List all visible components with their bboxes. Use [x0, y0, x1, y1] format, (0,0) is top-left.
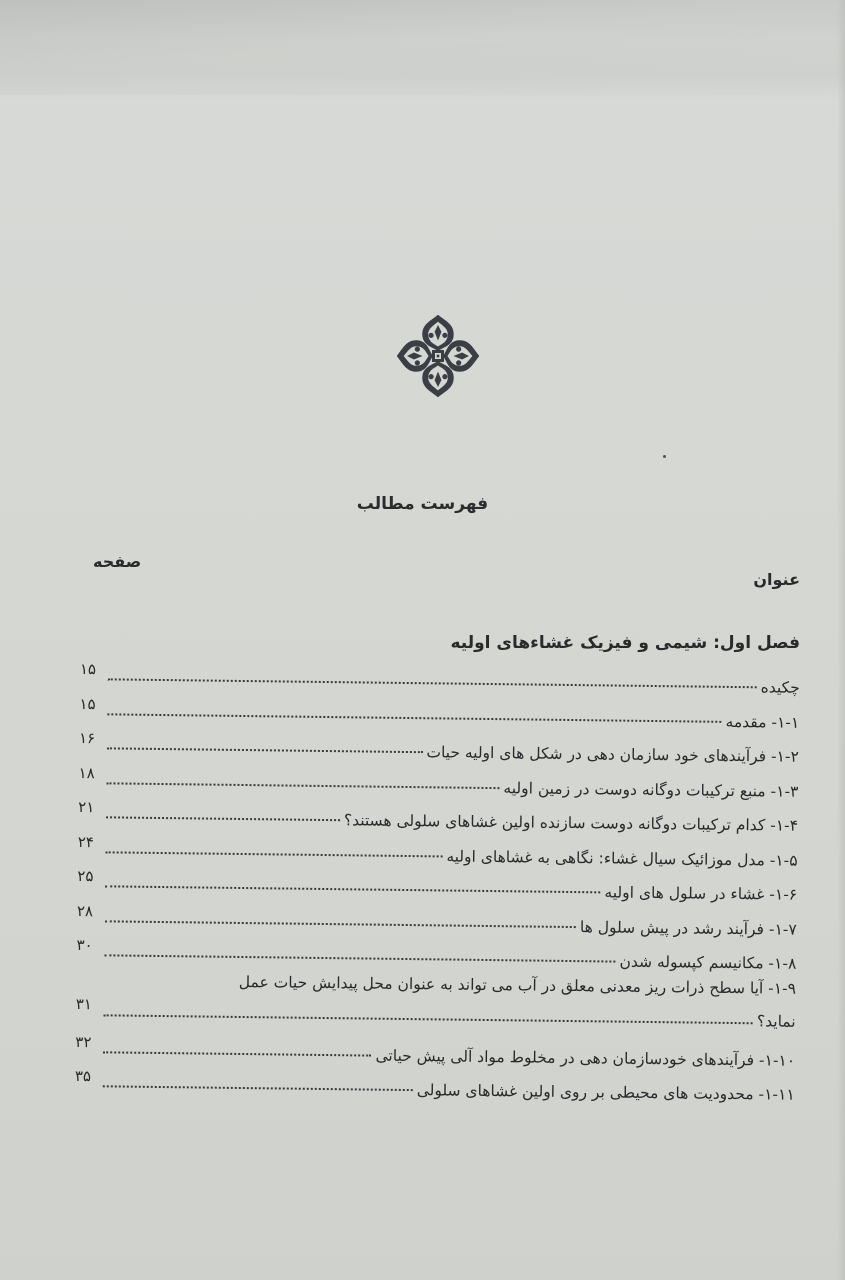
toc-entry-title: ۱-۲- فرآیندهای خود سازمان دهی در شکل های اولیه حیات: [426, 743, 799, 766]
dotted-leader: [106, 816, 340, 821]
dotted-leader: [103, 1051, 371, 1056]
chapter-heading: فصل اول: شیمی و فیزیک غشاءهای اولیه: [450, 633, 800, 653]
toc-entry-title: ۱-۱- مقدمه: [725, 712, 800, 732]
dotted-leader: [103, 1085, 413, 1091]
dotted-leader: [104, 954, 615, 962]
toc-page-number: ۱۶: [78, 728, 96, 748]
toc-entry[interactable]: [75, 1067, 795, 1110]
dotted-leader: [105, 885, 600, 893]
page-title: فهرست مطالب: [356, 494, 489, 514]
toc-page-number: ۳۱: [75, 994, 93, 1013]
page-right-edge: [837, 0, 845, 1280]
toc-entry-title: ۱-۱۰- فرآیندهای خودسازمان دهی در مخلوط مواد آلی پیش حیاتی: [375, 1046, 796, 1070]
dotted-leader: [106, 782, 499, 789]
toc-entry-title: ۱-۳- منبع ترکیبات دوگانه دوست در زمین اولیه: [503, 778, 799, 801]
dotted-leader: [108, 678, 757, 688]
toc-entry-title: ۱-۶- غشاء در سلول های اولیه: [604, 883, 798, 904]
toc-page-number: ۲۵: [77, 866, 94, 886]
toc-page-number: ۱۵: [79, 694, 96, 713]
toc-page-number: ۳۵: [74, 1066, 92, 1086]
dotted-leader: [105, 920, 576, 928]
toc-entry-title-continuation: نماید؟: [756, 1011, 796, 1031]
dotted-leader: [106, 851, 443, 857]
toc-entry-title: ۱-۵- مدل موزائیک سیال غشاء: نگاهی به غشاهای اولیه: [446, 846, 798, 870]
toc-entry-title: ۱-۸- مکانیسم کپسوله شدن: [619, 952, 797, 973]
dotted-leader: [107, 713, 721, 723]
toc-entry-title: ۱-۷- فرآیند رشد در پیش سلول ها: [579, 917, 797, 939]
toc-entry-title: ۱-۴- کدام ترکیبات دوگانه دوست سازنده اولین غشاهای سلولی هستند؟: [343, 811, 799, 835]
toc-page-number: ۱۵: [79, 660, 97, 679]
toc-page-number: ۱۸: [78, 763, 95, 782]
toc-page-number: ۲۴: [77, 832, 95, 851]
toc-entry-title: ۱-۱۱- محدودیت های محیطی بر روی اولین غشاهای سلولی: [416, 1081, 795, 1104]
toc-page-number: ۳۰: [76, 935, 93, 955]
dotted-leader: [104, 1014, 753, 1024]
column-header-page: صفحه: [93, 552, 142, 571]
toc-page-number: ۲۱: [78, 797, 95, 817]
toc-page-number: ۲۸: [76, 901, 94, 920]
paper-speck: [663, 455, 666, 458]
toc-entry[interactable]: [75, 970, 796, 1041]
table-of-contents: [75, 660, 800, 1110]
toc-entry-title: ۱-۹- آیا سطح ذرات ریز معدنی معلق در آب می تواند به عنوان محل پیدایش حیات عمل: [238, 972, 797, 998]
arabesque-floral-ornament-icon: [395, 313, 481, 399]
page-top-shadow: [0, 0, 845, 95]
toc-page-number: ۳۲: [75, 1032, 92, 1051]
dotted-leader: [107, 747, 423, 753]
toc-entry-title: چکیده: [760, 678, 800, 697]
column-header-title: عنوان: [753, 570, 800, 589]
